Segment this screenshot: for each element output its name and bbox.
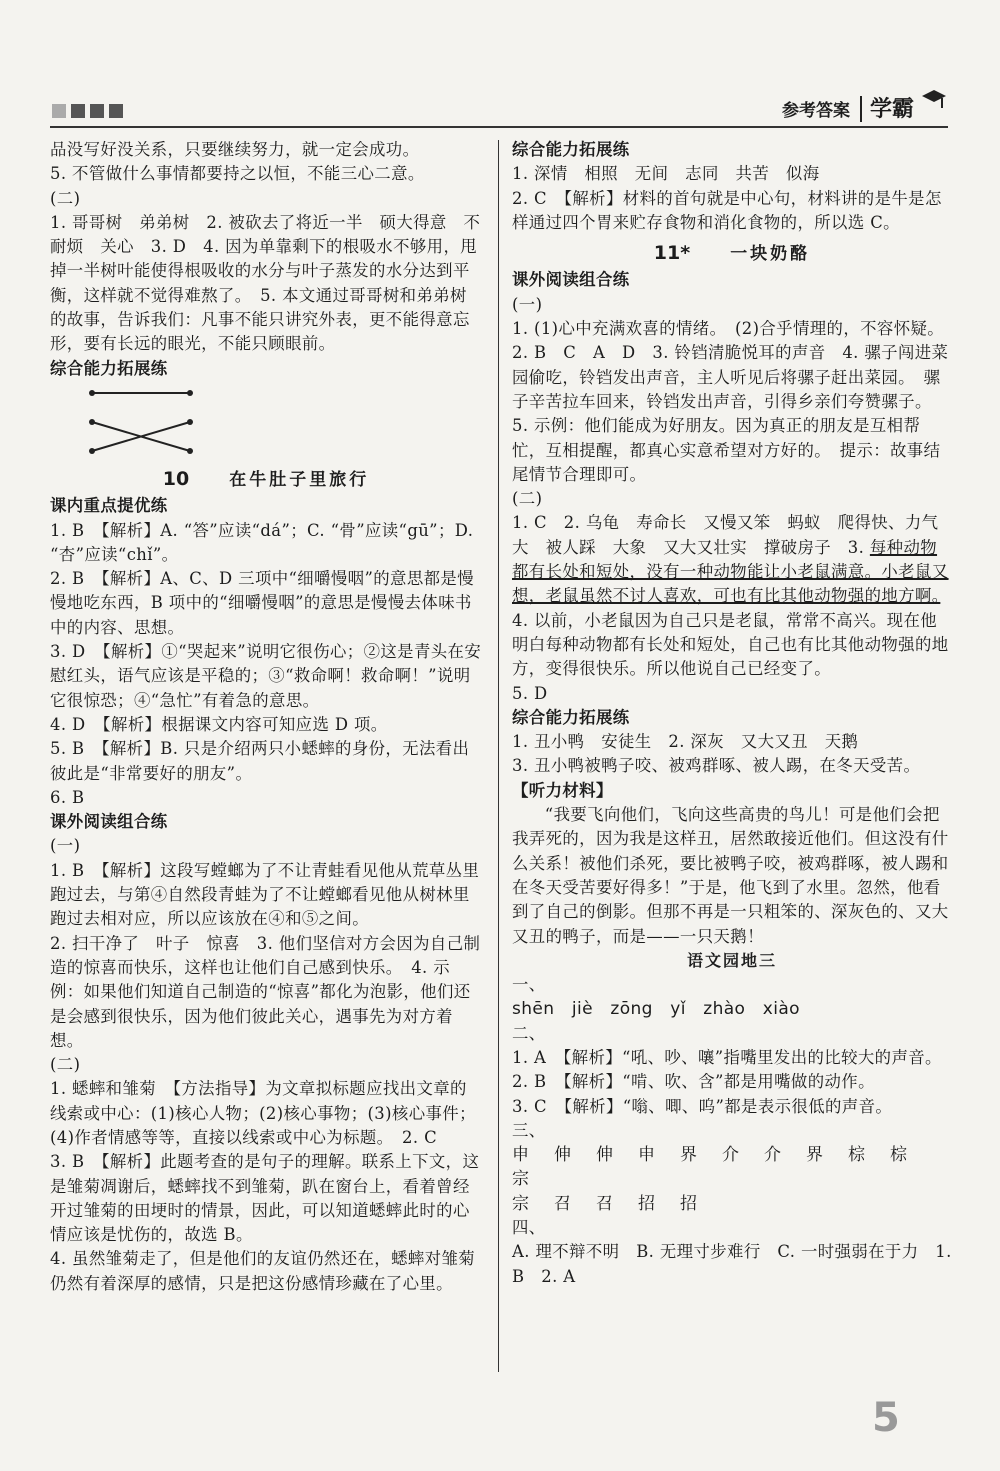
matching-lines-figure: [86, 387, 196, 457]
listening-text: “我要飞向他们，飞向这些高贵的鸟儿！可是他们会把我弄死的，因为我是这样丑，居然敢接近他们。但这没有什么关系！被他们杀死，要比被鸭子咬，被鸡群啄，被人踢和在冬天受苦要好得多！”于是，他飞到了水里。忽然，他看到了自己的倒影。但那不再是一只粗笨的、深灰色的、又大又丑的鸭子，而是——一只天鹅！: [512, 805, 949, 946]
answer-text: 6. B: [50, 787, 85, 807]
underlined-answer: 每种动物都有长处和短处，没有一种动物能让小老鼠满意。小老鼠又想，老鼠虽然不讨人喜欢，可也有比其他动物强的地方啊。: [512, 537, 949, 606]
column-divider: [498, 140, 499, 1372]
subsection-label: 三、: [512, 1120, 546, 1140]
section-heading: 综合能力拓展练: [50, 358, 168, 378]
answer-text: 2. B 【解析】“啃、吹、含”都是用嘴做的动作。: [512, 1072, 875, 1092]
answer-text: 1. 丑小鸭 安徒生 2. 深灰 又大又丑 天鹅: [512, 732, 859, 752]
section-heading: 课外阅读组合练: [512, 270, 630, 290]
answer-text: 1. 哥哥树 弟弟树 2. 被砍去了将近一半 硕大得意 不耐烦 关心 3. D 4. 因为单靠剩下的根吸水不够用，甩掉一半树叶能使得根吸收的水分与叶子蒸发的水分达到平衡，这样就不觉得难熬了。 5. 本文通过哥哥树和弟弟树的故事，告诉我们：凡事不能只讲究外表，更不能得意忘形，要有长远的眼光，不能只顾眼前。: [50, 212, 481, 354]
section-heading: 课外阅读组合练: [50, 812, 168, 832]
answer-text: 2. B 【解析】A、C、D 三项中“细嚼慢咽”的意思都是慢慢地吃东西，B 项中的“细嚼慢咽”的意思是慢慢去体味书中的内容、思想。: [50, 569, 474, 637]
lesson-title: [50, 467, 482, 492]
pinyin-answers: shēn jiè zōng yǐ zhào xiào: [512, 999, 800, 1020]
subsection-label: (二): [512, 489, 543, 509]
page-header: [0, 0, 1000, 140]
character-answers: 宗 召 召 招 招: [512, 1193, 701, 1214]
answer-part: 1. C 2. 乌龟 寿命长 又慢又笨 蚂蚁 爬得快、力气大 被人踩 大象 又大又壮实 撑破房子 3.: [512, 513, 939, 557]
answer-text: 1. (1)心中充满欢喜的情绪。 (2)合乎情理的，不容怀疑。 2. B C A D 3. 铃铛清脆悦耳的声音 4. 骡子闯进菜园偷吃，铃铛发出声音，主人听见后将骡子赶出菜园。 骡子辛苦拉车回来，铃铛发出声音，引得乡亲们夸赞骡子。 5. 示例：他们能成为好朋友。因为真正的朋友是互相帮忙，互相提醒，都真心实意希望对方好的。 提示：故事结尾情节合理即可。: [512, 319, 953, 484]
answer-text: 2. C 【解析】材料的首句就是中心句，材料讲的是牛是怎样通过四个胃来贮存食物和消化食物的，所以选 C。: [512, 188, 942, 232]
answer-text: 1. B 【解析】这段写螳螂为了不让青蛙看见他从荒草丛里跑过去，与第④自然段青蛙为了不让螳螂看见他从树林里跑过去相对应，所以应该放在④和⑤之间。: [50, 860, 480, 929]
graduation-cap-icon: [920, 88, 948, 112]
answer-text: [512, 511, 958, 681]
answer-text: 3. C 【解析】“嗡、唧、呜”都是表示很低的声音。: [512, 1096, 893, 1116]
right-column: [512, 138, 958, 1289]
answer-text: 1. B 【解析】A. “答”应读“dá”；C. “骨”应读“gū”；D. “杏”应读“chǐ”。: [50, 520, 474, 564]
lesson-number: 10: [162, 467, 190, 490]
answer-text: 5. B 【解析】B. 只是介绍两只小蟋蟀的身份，无法看出彼此是“非常要好的朋友”。: [50, 739, 470, 783]
left-column: [50, 138, 482, 1296]
subsection-label: (二): [50, 1055, 81, 1075]
answer-text: 1. 蟋蟀和雏菊 【方法指导】为文章拟标题应找出文章的线索或中心：(1)核心人物；(2)核心事物；(3)核心事件；(4)作者情感等等，直接以线索或中心为标题。 2. C: [50, 1079, 476, 1147]
answer-text: 1. A 【解析】“吼、吵、嚷”指嘴里发出的比较大的声音。: [512, 1047, 942, 1067]
subsection-label: (一): [50, 836, 81, 856]
subsection-label: (二): [50, 188, 81, 208]
answer-text: 5. 不管做什么事情都要持之以恒，不能三心二意。: [50, 164, 425, 184]
character-answers: 申 伸 伸 申 界 介 介 界 棕 棕 宗: [512, 1145, 932, 1190]
header-decor-blocks: [52, 104, 123, 118]
subsection-label: 二、: [512, 1023, 546, 1043]
answers-label: 参考答案: [782, 101, 850, 121]
answer-text: 2. 扫干净了 叶子 惊喜 3. 他们坚信对方会因为自己制造的惊喜而快乐，这样也让他们自己感到快乐。 4. 示例：如果他们知道自己制造的“惊喜”都化为泡影，他们还是会感到很快乐，因为他们彼此关心，遇事先为对方着想。: [50, 933, 481, 1050]
header-rule: [50, 126, 948, 128]
lesson-name: 在牛肚子里旅行: [229, 469, 370, 490]
page-number: 5: [872, 1395, 900, 1441]
answer-text: A. 理不辩不明 B. 无理寸步难行 C. 一时强弱在于力 1. B 2. A: [512, 1242, 952, 1286]
listening-label: 【听力材料】: [512, 780, 613, 800]
subsection-label: (一): [512, 294, 543, 314]
lesson-number: 11*: [653, 242, 691, 265]
answer-text: 品没写好没关系，只要继续努力，就一定会成功。: [50, 140, 420, 159]
section-heading: 课内重点提优练: [50, 496, 168, 516]
answer-text: 4. 虽然雏菊走了，但是他们的友谊仍然还在，蟋蟀对雏菊仍然有着深厚的感情，只是把这份感情珍藏在了心里。: [50, 1249, 476, 1293]
answer-text: 3. D 【解析】①“哭起来”说明它很伤心；②这是青头在安慰红头，语气应该是平稳的；③“救命啊！救命啊！”说明它很惊恐；④“急忙”有着急的意思。: [50, 642, 482, 710]
answer-text: 4. D 【解析】根据课文内容可知应选 D 项。: [50, 714, 388, 734]
header-separator: [860, 96, 862, 122]
brand-logo: 学霸: [870, 97, 915, 122]
section-heading: 综合能力拓展练: [512, 707, 630, 727]
subsection-label: 四、: [512, 1218, 546, 1238]
answer-text: 1. 深情 相照 无间 志同 共苦 似海: [512, 164, 820, 184]
lesson-title: [512, 241, 952, 266]
subsection-label: 一、: [512, 975, 546, 995]
answer-text: 5. D: [512, 683, 548, 703]
answer-text: 3. B 【解析】此题考查的是句子的理解。联系上下文，这是雏菊凋谢后，蟋蟀找不到雏菊，趴在窗台上，看着曾经开过雏菊的田埂时的情景，因此，可以知道蟋蟀此时的心情应该是忧伤的，故选 B。: [50, 1152, 480, 1245]
answer-text: 3. 丑小鸭被鸭子咬、被鸡群啄、被人踢，在冬天受苦。: [512, 756, 921, 776]
answer-part: 4. 以前，小老鼠因为自己只是老鼠，常常不高兴。现在他明白每种动物都有长处和短处，自己也有比其他动物强的地方，变得很快乐。所以他说自己已经变了。: [512, 586, 958, 679]
lesson-name: 一块奶酪: [730, 244, 811, 265]
section-title: 语文园地三: [686, 950, 777, 970]
section-heading: 综合能力拓展练: [512, 140, 630, 159]
